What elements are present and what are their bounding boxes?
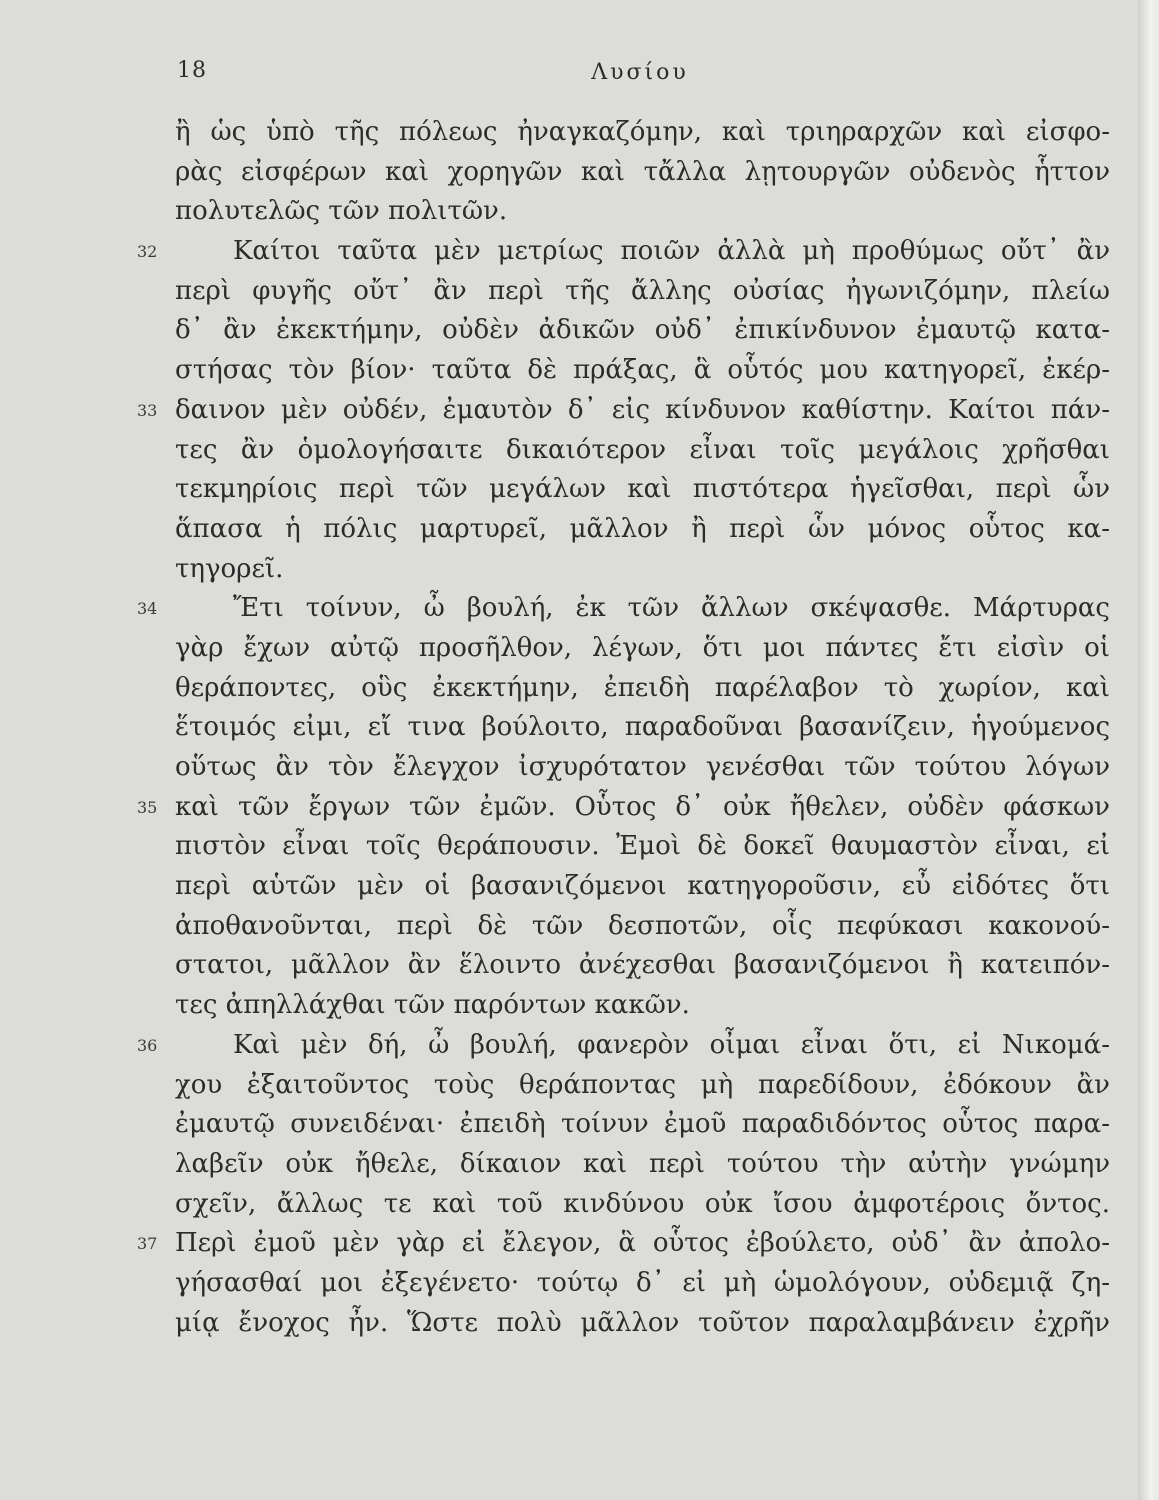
section-number: 36 bbox=[137, 1035, 158, 1055]
text-line bbox=[0, 867, 1130, 907]
text-line bbox=[0, 946, 1130, 986]
text-line bbox=[0, 708, 1130, 748]
line-text: τηγορεῖ. bbox=[175, 553, 284, 584]
line-text: στατοι, μᾶλλον ἂν ἕλοιντο ἀνέχεσθαι βασανιζόμενοι ἢ κατειπόν- bbox=[175, 950, 1110, 981]
line-text: γήσασθαί μοι ἐξεγένετο· τούτῳ δ᾽ εἰ μὴ ὡμολόγουν, οὐδεμιᾷ ζη- bbox=[175, 1267, 1110, 1298]
text-line bbox=[0, 788, 1130, 828]
line-text: ἕτοιμός εἰμι, εἴ τινα βούλοιτο, παραδοῦναι βασανίζειν, ἡγούμενος bbox=[175, 712, 1110, 743]
text-line bbox=[0, 113, 1130, 153]
text-line bbox=[0, 1026, 1130, 1066]
text-line bbox=[0, 1304, 1130, 1344]
line-text: ἐμαυτῷ συνειδέναι· ἐπειδὴ τοίνυν ἐμοῦ παραδιδόντος οὗτος παρα- bbox=[175, 1109, 1110, 1140]
line-text: οὕτως ἂν τὸν ἔλεγχον ἰσχυρότατον γενέσθαι τῶν τούτου λόγων bbox=[175, 752, 1110, 782]
line-text: ἅπασα ἡ πόλις μαρτυρεῖ, μᾶλλον ἢ περὶ ὧν μόνος οὗτος κα- bbox=[175, 513, 1110, 544]
text-line bbox=[0, 470, 1130, 510]
text-line bbox=[0, 669, 1130, 709]
line-text: θεράποντες, οὓς ἐκεκτήμην, ἐπειδὴ παρέλαβον τὸ χωρίον, καὶ bbox=[175, 672, 1110, 703]
running-title: Λυσίου bbox=[591, 60, 689, 85]
text-line bbox=[0, 232, 1130, 272]
text-line bbox=[0, 986, 1130, 1026]
line-text: περὶ αὑτῶν μὲν οἱ βασανιζόμενοι κατηγοροῦσιν, εὖ εἰδότες ὅτι bbox=[175, 871, 1110, 902]
page-header bbox=[175, 58, 1105, 92]
text-line bbox=[0, 192, 1130, 232]
line-text: Καὶ μὲν δή, ὦ βουλή, φανερὸν οἶμαι εἶναι ὅτι, εἰ Νικομά- bbox=[233, 1029, 1110, 1060]
line-text: πολυτελῶς τῶν πολιτῶν. bbox=[175, 196, 508, 227]
line-text: ἢ ὡς ὑπὸ τῆς πόλεως ἠναγκαζόμην, καὶ τριηραρχῶν καὶ εἰσφο- bbox=[175, 117, 1110, 147]
line-text: δ᾽ ἂν ἐκεκτήμην, οὐδὲν ἀδικῶν οὐδ᾽ ἐπικίνδυνον ἐμαυτῷ κατα- bbox=[175, 315, 1110, 346]
line-text: μίᾳ ἔνοχος ἦν. Ὥστε πολὺ μᾶλλον τοῦτον παραλαμβάνειν ἐχρῆν bbox=[175, 1307, 1110, 1338]
section-number: 32 bbox=[137, 242, 158, 262]
line-text: Ἔτι τοίνυν, ὦ βουλή, ἐκ τῶν ἄλλων σκέψασθε. Μάρτυρας bbox=[233, 593, 1110, 624]
line-text: τες ἂν ὁμολογήσαιτε δικαιότερον εἶναι τοῖς μεγάλοις χρῆσθαι bbox=[175, 434, 1110, 465]
text-line bbox=[0, 1145, 1130, 1185]
text-line bbox=[0, 153, 1130, 193]
line-text: λαβεῖν οὐκ ἤθελε, δίκαιον καὶ περὶ τούτου τὴν αὐτὴν γνώμην bbox=[175, 1148, 1110, 1179]
line-text: πιστὸν εἶναι τοῖς θεράπουσιν. Ἐμοὶ δὲ δοκεῖ θαυμαστὸν εἶναι, εἰ bbox=[175, 831, 1110, 862]
text-line bbox=[0, 907, 1130, 947]
line-text: γὰρ ἔχων αὐτῷ προσῆλθον, λέγων, ὅτι μοι πάντες ἔτι εἰσὶν οἱ bbox=[175, 632, 1110, 663]
text-line bbox=[0, 550, 1130, 590]
line-text: Καίτοι ταῦτα μὲν μετρίως ποιῶν ἀλλὰ μὴ προθύμως οὔτ᾽ ἂν bbox=[233, 236, 1110, 267]
text-line bbox=[0, 351, 1130, 391]
line-text: περὶ φυγῆς οὔτ᾽ ἂν περὶ τῆς ἄλλης οὐσίας ἠγωνιζόμην, πλείω bbox=[175, 275, 1110, 306]
text-line bbox=[0, 510, 1130, 550]
section-number: 33 bbox=[137, 400, 158, 420]
text-line bbox=[0, 827, 1130, 867]
text-line bbox=[0, 1264, 1130, 1304]
text-line bbox=[0, 1185, 1130, 1225]
line-text: Περὶ ἐμοῦ μὲν γὰρ εἰ ἔλεγον, ἃ οὗτος ἐβούλετο, οὐδ᾽ ἂν ἀπολο- bbox=[175, 1228, 1110, 1259]
line-text: δαινον μὲν οὐδέν, ἐμαυτὸν δ᾽ εἰς κίνδυνον καθίστην. Καίτοι πάν- bbox=[175, 394, 1110, 425]
line-text: καὶ τῶν ἔργων τῶν ἐμῶν. Οὗτος δ᾽ οὐκ ἤθελεν, οὐδὲν φάσκων bbox=[175, 791, 1110, 822]
section-number: 37 bbox=[137, 1234, 158, 1254]
text-line bbox=[0, 1105, 1130, 1145]
line-text: ρὰς εἰσφέρων καὶ χορηγῶν καὶ τἄλλα λῃτουργῶν οὐδενὸς ἧττον bbox=[175, 156, 1110, 187]
line-text: στήσας τὸν βίον· ταῦτα δὲ πράξας, ἃ οὗτός μου κατηγορεῖ, ἐκέρ- bbox=[175, 355, 1110, 386]
text-line bbox=[0, 391, 1130, 431]
text-line bbox=[0, 629, 1130, 669]
line-text: ἀποθανοῦνται, περὶ δὲ τῶν δεσποτῶν, οἷς πεφύκασι κακονού- bbox=[175, 910, 1110, 941]
text-line bbox=[0, 431, 1130, 471]
text-line bbox=[0, 748, 1130, 788]
line-text: τεκμηρίοις περὶ τῶν μεγάλων καὶ πιστότερα ἡγεῖσθαι, περὶ ὧν bbox=[175, 474, 1110, 505]
text-line bbox=[0, 272, 1130, 312]
line-text: χου ἐξαιτοῦντος τοὺς θεράποντας μὴ παρεδίδουν, ἐδόκουν ἂν bbox=[175, 1069, 1110, 1100]
section-number: 35 bbox=[137, 797, 158, 817]
text-line bbox=[0, 1066, 1130, 1106]
text-line bbox=[0, 311, 1130, 351]
text-line bbox=[0, 589, 1130, 629]
text-body bbox=[0, 113, 1130, 1343]
section-number: 34 bbox=[137, 599, 158, 619]
page-edge bbox=[1138, 0, 1159, 1500]
line-text: τες ἀπηλλάχθαι τῶν παρόντων κακῶν. bbox=[175, 990, 690, 1021]
page-number: 18 bbox=[177, 58, 207, 83]
line-text: σχεῖν, ἄλλως τε καὶ τοῦ κινδύνου οὐκ ἴσου ἀμφοτέροις ὄντος. bbox=[175, 1188, 1110, 1219]
text-line bbox=[0, 1224, 1130, 1264]
